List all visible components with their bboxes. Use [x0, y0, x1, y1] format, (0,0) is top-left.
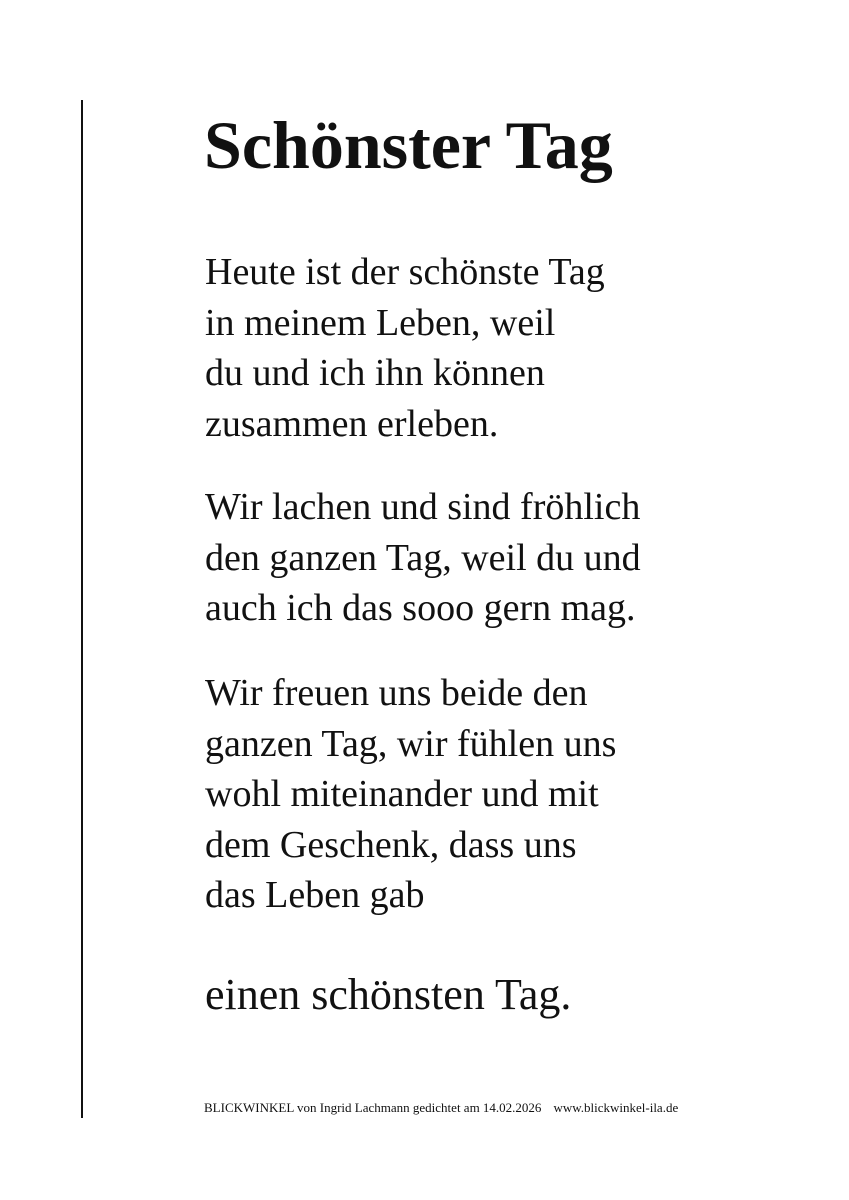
footer: [204, 1098, 678, 1118]
stanza-1: [205, 247, 605, 449]
stanza-3: [205, 668, 616, 921]
poem-line: den ganzen Tag, weil du und: [205, 536, 641, 579]
poem-line: das Leben gab: [205, 874, 425, 916]
poem-line: Heute ist der schönste Tag: [205, 251, 605, 293]
poem-line: auch ich das sooo gern mag.: [205, 587, 636, 629]
poem-line: wohl miteinander und mit: [205, 773, 599, 815]
poem-line: zusammen erleben.: [205, 402, 499, 445]
poem-line: ganzen Tag, wir fühlen uns: [205, 722, 617, 765]
poem-line: Wir freuen uns beide den: [205, 672, 588, 714]
final-line: einen schönsten Tag.: [205, 970, 572, 1019]
footer-url: www.blickwinkel-ila.de: [553, 1100, 679, 1115]
poem-line: in meinem Leben, weil: [205, 301, 556, 344]
poem-line: Wir lachen und sind fröhlich: [205, 486, 641, 528]
poem-line: dem Geschenk, dass uns: [205, 823, 577, 866]
vertical-rule: [81, 100, 83, 1118]
poem-line: du und ich ihn können: [205, 352, 545, 394]
poem-title: Schönster Tag: [204, 107, 613, 183]
stanza-2: [205, 482, 641, 634]
footer-credit: BLICKWINKEL von Ingrid Lachmann gedichtet am 14.02.2026: [204, 1100, 542, 1115]
